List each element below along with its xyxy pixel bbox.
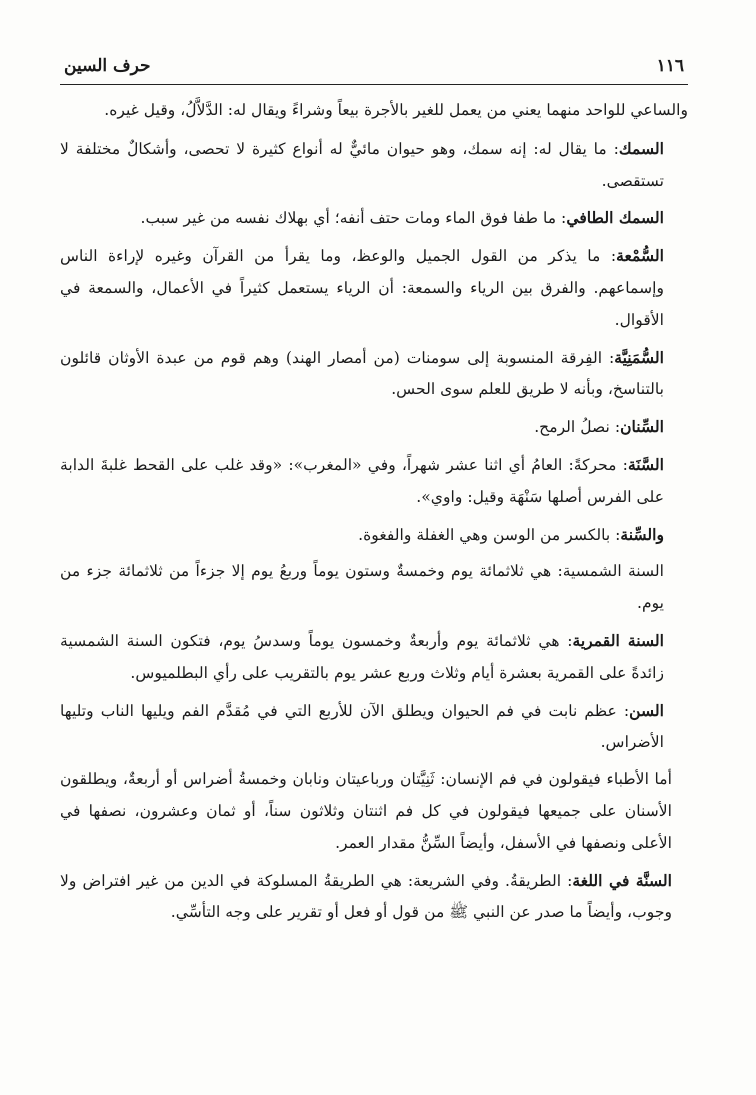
entry-sumah [60, 240, 688, 336]
running-title: حرف السين [64, 56, 151, 76]
entry-sina [60, 519, 688, 552]
entry-solar-year [60, 556, 688, 620]
entry-text: : عظم نابت في فم الحيوان ويطلق الآن للأربع التي في مُقدَّم الفم ويليها الناب وتليها الأضراس. [60, 701, 664, 752]
entry-text: والساعي للواحد منهما يعني من يعمل للغير بالأجرة بيعاً وشراءً ويقال له: الدَّلاَّلُ، وقيل غيره. [104, 101, 688, 119]
page-number: ١١٦ [656, 56, 684, 76]
entry-term: السمك الطافي [566, 208, 664, 228]
entry-text: : ما يذكر من القول الجميل والوعظ، وما يقرأ من القرآن وغيره لإراءة الناس وإسماعهم. والفرق بين الرياء والسمعة: أن الرياء يستعمل كثيراً في الأعمال، والسمعة في الأقوال. [60, 247, 664, 329]
entry-text: : هي ثلاثمائة يوم وأربعةٌ وخمسون يوماً وسدسُ يوم، فتكون السنة الشمسية زائدةً على القمرية بعشرة أيام وثلاث وربع عشر يوم بالتقريب على رأي البطلميوس. [60, 631, 664, 682]
entry-text: السنة الشمسية: هي ثلاثمائة يوم وخمسةٌ وستون يوماً وربعُ يوم إلا جزءاً من ثلاثمائة جزء من يوم. [60, 562, 664, 613]
entry-term: والسِّنة [620, 524, 664, 544]
entry-text: : ما طفا فوق الماء ومات حتف أنفه؛ أي بهلاك نفسه من غير سبب. [140, 209, 567, 228]
entry-lunar-year [60, 625, 688, 690]
entry-text: أما الأطباء فيقولون في فم الإنسان: ثَنِيَّتان ورباعيتان ونابان وخمسةُ أضراس أو أربعةٌ، ويطلقون الأسنان على جميعها فيقولون في كل فم اثنتان وثلاثون سناً، أو ثمان وعشرون، نصفها في الأعلى ونصفها في الأسفل، وأيضاً السِّنُّ مقدار العمر. [60, 770, 672, 852]
entry-text: : الفِرقة المنسوبة إلى سومنات (من أمصار الهند) وهم قوم من عبدة الأوثان قائلون بالتناسخ، وبأنه لا طريق للعلم سوى الحس. [60, 348, 664, 399]
entry-samak-tafi [60, 202, 688, 235]
entry-sumaniyya [60, 342, 688, 407]
entry-samak [60, 133, 688, 198]
entry-term: السُّمَنِيَّة [614, 347, 664, 367]
book-page [60, 56, 688, 934]
entry-text: : بالكسر من الوسن وهي الغفلة والفغوة. [358, 525, 621, 544]
entry-text: : الطريقةُ. وفي الشريعة: هي الطريقةُ المسلوكة في الدين من غير افتراض ولا وجوب، وأيضاً ما صدر عن النبي ﷺ من قول أو فعل أو تقرير على وجه التأسِّي. [60, 871, 672, 922]
entry-sinan [60, 411, 688, 444]
entry-term: السنة القمرية [572, 630, 664, 650]
entry-sunna [60, 865, 688, 930]
page-header [60, 56, 688, 84]
entry-text: : محركةً: العامُ أي اثنا عشر شهراً، وفي «المغرب»: «وقد غلب على القحط غلبةَ الدابة على الفرس أصلها سَنْهَة وقيل: واوي». [60, 455, 664, 506]
entry-term: السِّنان [620, 417, 664, 437]
entry-continuation [60, 95, 688, 127]
entry-text: : ما يقال له: إنه سمك، وهو حيوان مائيٌّ له أنواع كثيرة لا تحصى، وأشكالٌ مختلفة لا تستقصى. [60, 139, 664, 190]
entry-term: السن [629, 700, 664, 720]
header-rule [60, 84, 688, 85]
entry-term: السمك [618, 138, 664, 158]
entry-teeth [60, 764, 688, 859]
entry-term: السنَّة في اللغة [572, 870, 672, 890]
entry-sinn [60, 695, 688, 760]
entry-sana [60, 449, 688, 514]
entry-text: : نصلُ الرمح. [534, 418, 621, 437]
entry-term: السُّمْعة [616, 246, 664, 266]
entry-term: السَّنَة [627, 454, 664, 474]
